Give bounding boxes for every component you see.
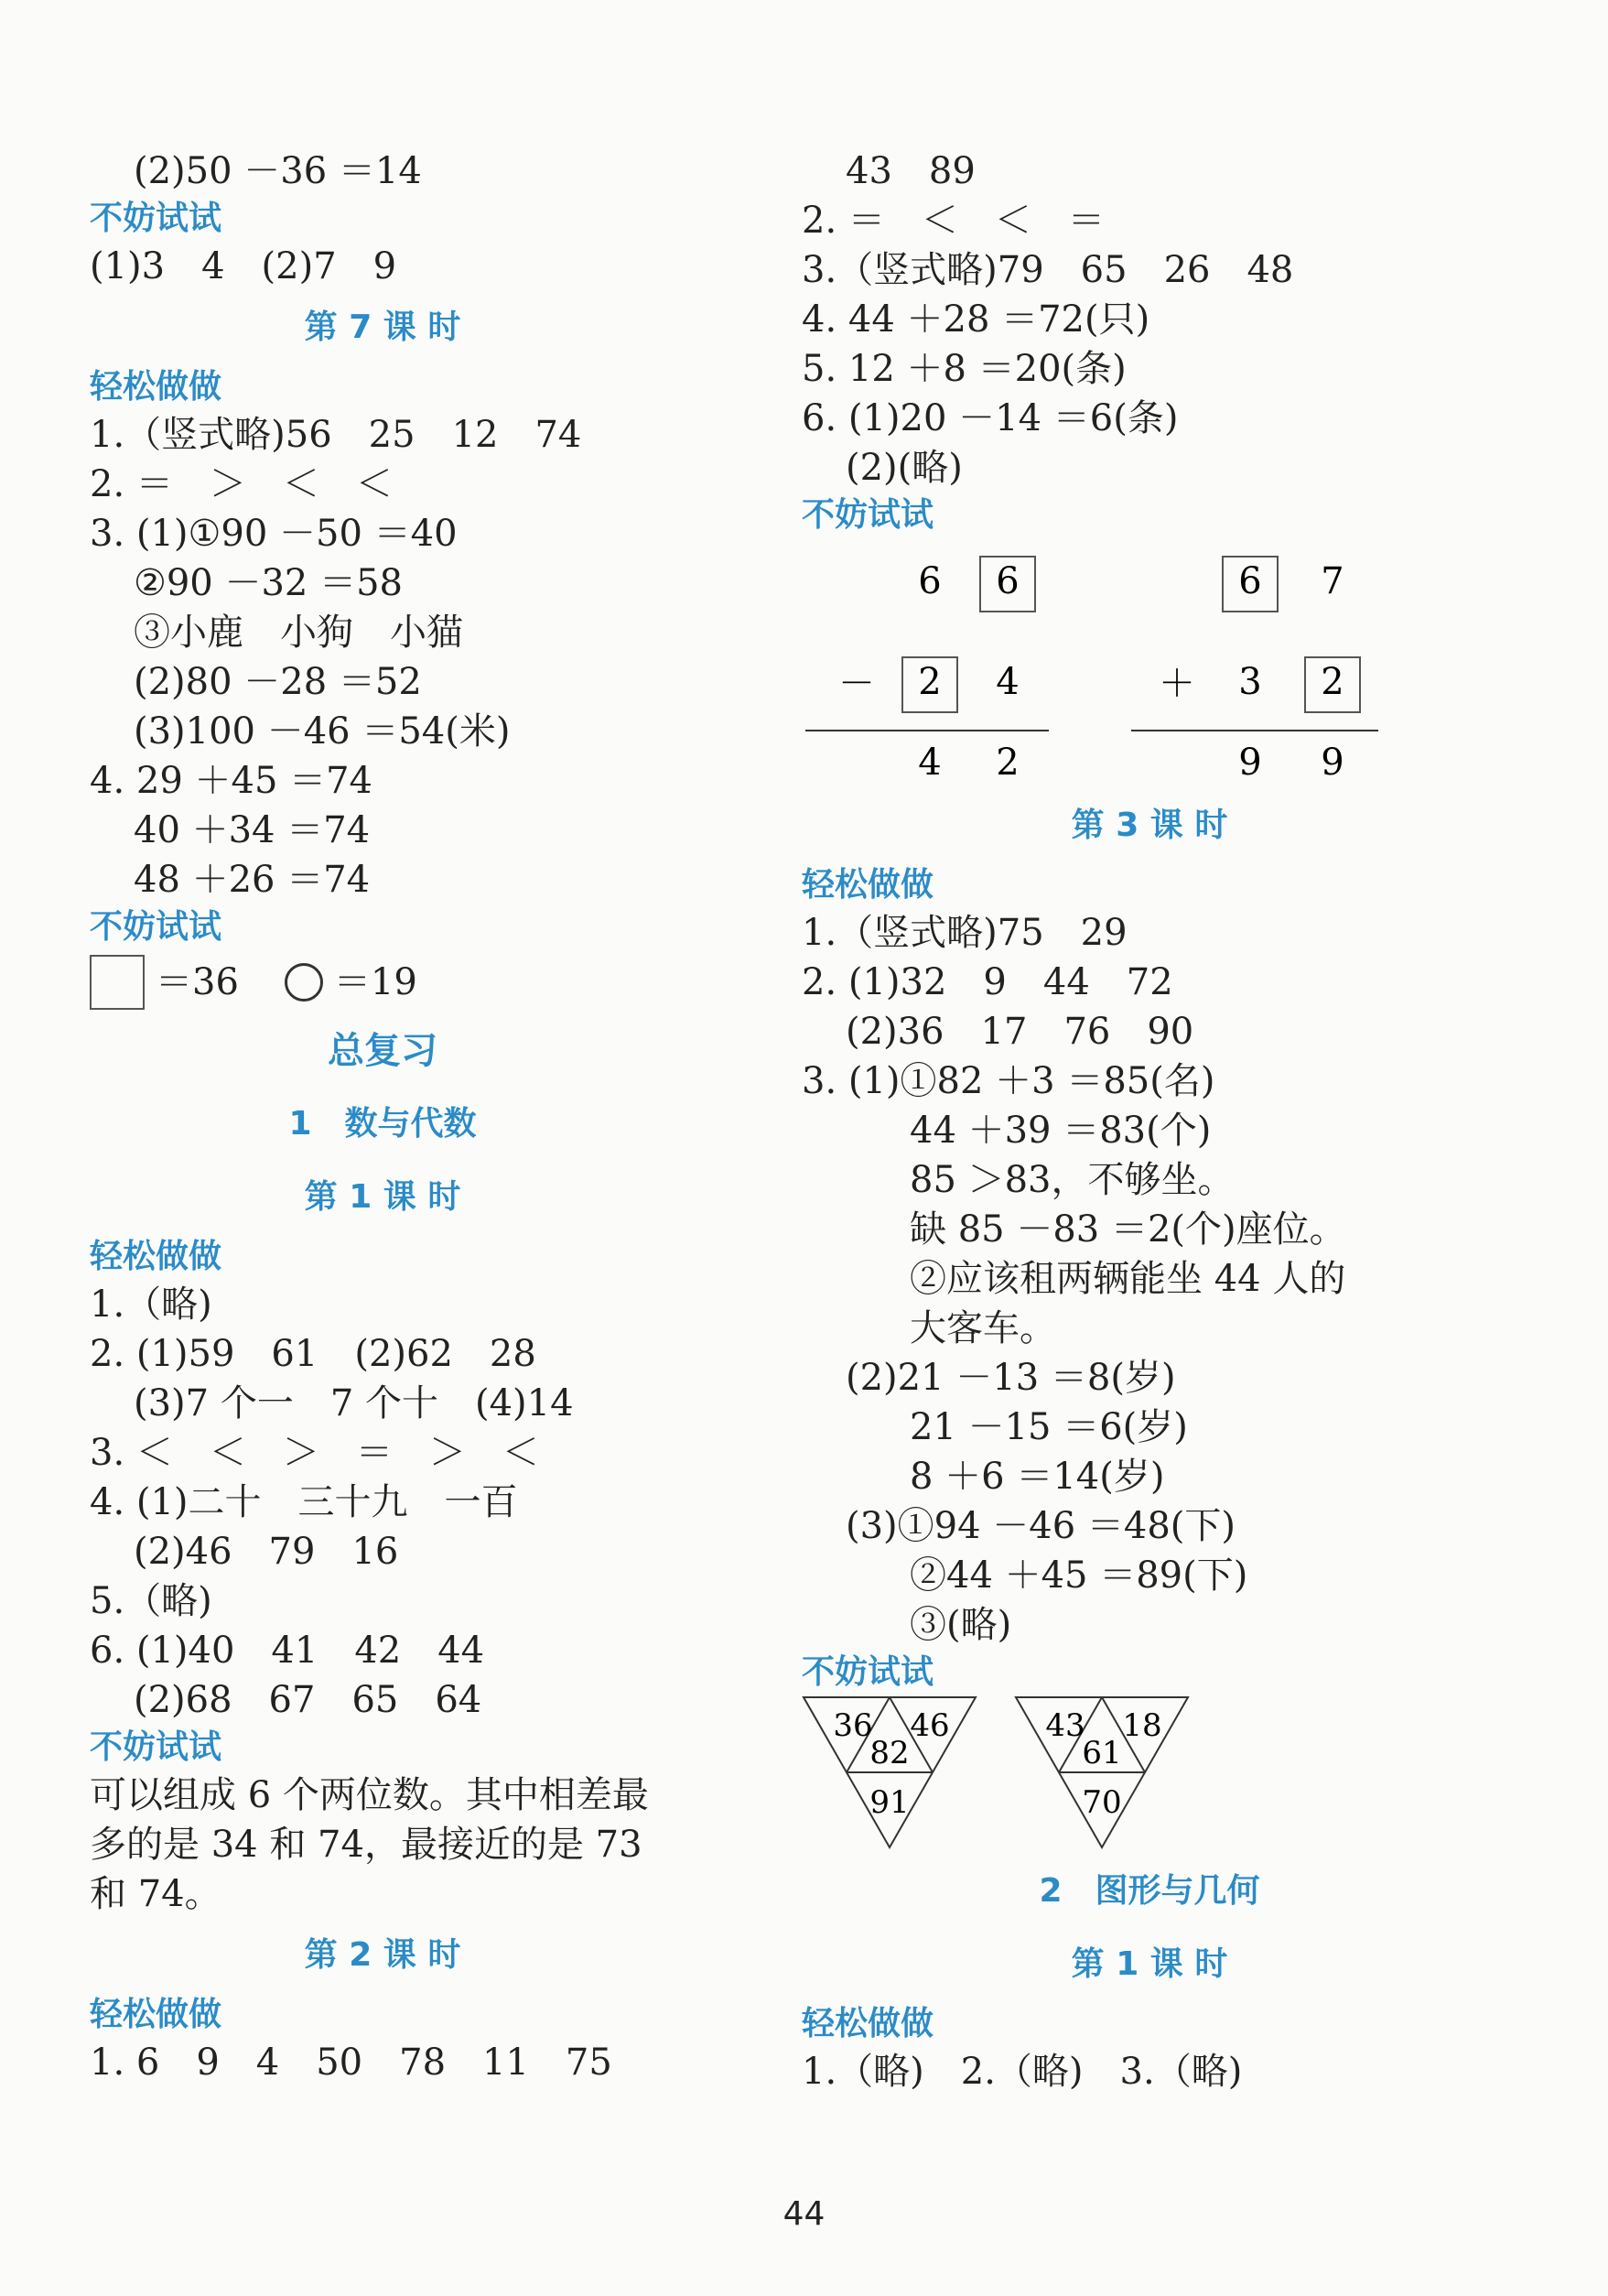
answer-line: 40 ＋34 ＝74	[134, 809, 371, 851]
triangle-puzzle-2	[1016, 1697, 1188, 1847]
left-column	[90, 146, 675, 2087]
section-label: 不妨试试	[90, 1728, 222, 1766]
answer-line: 3. ＜ ＜ ＞ ＝ ＞ ＜	[90, 1432, 539, 1474]
tri1-top-left: 36	[833, 1707, 873, 1744]
sub-res-ones: 2	[996, 742, 1020, 784]
answer-line: 85 ＞83，不够坐。	[910, 1159, 1235, 1201]
vertical-subtraction	[805, 557, 1049, 784]
answer-line: 5.（略)	[90, 1580, 212, 1622]
add-mid-tens: 3	[1238, 661, 1262, 703]
tri1-middle: 82	[869, 1735, 910, 1771]
answer-line: (3)7 个一 7 个十 (4)14	[134, 1382, 574, 1424]
page-number: 44	[782, 2195, 826, 2233]
triangle-puzzle-1	[804, 1697, 976, 1847]
section-label: 轻松做做	[802, 2005, 934, 2042]
section-label: 轻松做做	[90, 1996, 222, 2033]
answer-line: 5. 12 ＋8 ＝20(条)	[802, 348, 1127, 390]
answer-line: (3)100 －46 ＝54(米)	[134, 710, 511, 753]
answer-line: 43 89	[846, 150, 976, 192]
sub-top-ones: 6	[996, 560, 1020, 602]
tri2-top-right: 18	[1122, 1707, 1162, 1744]
answer-line: 3.（竖式略)79 65 26 48	[802, 249, 1294, 291]
add-operator: ＋	[1159, 663, 1195, 705]
vertical-calculations	[802, 538, 1497, 785]
tri1-bottom: 91	[869, 1784, 910, 1821]
section-label: 轻松做做	[90, 368, 222, 406]
right-column	[802, 146, 1497, 2096]
tri1-top-right: 46	[910, 1707, 950, 1744]
answer-line: (3)①94 －46 ＝48(下)	[846, 1505, 1236, 1547]
answer-line: 8 ＋6 ＝14(岁)	[910, 1456, 1165, 1498]
section-label: 不妨试试	[802, 1653, 934, 1691]
answer-line: 大客车。	[910, 1307, 1056, 1349]
add-res-tens: 9	[1238, 742, 1262, 784]
answer-line: 1.（略) 2.（略) 3.（略)	[802, 2051, 1243, 2093]
square-value: ＝36	[156, 961, 239, 1003]
sub-mid-ones: 4	[996, 661, 1020, 703]
answer-line: ②应该租两辆能坐 44 人的	[910, 1258, 1346, 1300]
lesson-heading: 第 1 课 时	[1071, 1945, 1228, 1983]
add-top-ones: 7	[1321, 560, 1344, 602]
answer-line: 48 ＋26 ＝74	[134, 859, 371, 901]
square-shape	[90, 955, 145, 1010]
vertical-addition	[1131, 557, 1378, 784]
answer-line: 3. (1)①82 ＋3 ＝85(名)	[802, 1060, 1215, 1102]
section-label: 不妨试试	[802, 496, 934, 534]
answer-line: (2)80 －28 ＝52	[134, 661, 422, 703]
answer-line: 1. 6 9 4 50 78 11 75	[90, 2041, 612, 2084]
answer-line: 4. 29 ＋45 ＝74	[90, 760, 373, 802]
answer-line: (2)50 －36 ＝14	[134, 150, 422, 192]
answer-line: (2)46 79 16	[134, 1531, 399, 1573]
answer-line: (2)68 67 65 64	[134, 1679, 482, 1721]
answer-line: (1)3 4 (2)7 9	[90, 245, 397, 287]
circle-shape	[285, 963, 323, 1002]
section-label: 不妨试试	[90, 908, 222, 946]
answer-line: 44 ＋39 ＝83(个)	[910, 1110, 1212, 1152]
answer-line: 2. (1)32 9 44 72	[802, 961, 1173, 1003]
answer-line: (2)36 17 76 90	[846, 1011, 1194, 1053]
lesson-heading: 第 1 课 时	[304, 1178, 461, 1216]
answer-line: 3. (1)①90 －50 ＝40	[90, 513, 458, 555]
answer-line: ③(略)	[910, 1604, 1012, 1646]
answer-paragraph: 可以组成 6 个两位数。其中相差最多的是 34 和 74，最接近的是 73 和 74。	[90, 1774, 649, 1915]
section-label: 轻松做做	[90, 1238, 222, 1275]
circle-value: ＝19	[333, 961, 417, 1003]
answer-line: 缺 85 －83 ＝2(个)座位。	[910, 1208, 1346, 1251]
sub-top-tens: 6	[918, 560, 942, 602]
answer-line: 2. ＝ ＜ ＜ ＝	[802, 200, 1105, 242]
answer-line: 21 －15 ＝6(岁)	[910, 1406, 1188, 1448]
tri2-middle: 61	[1082, 1735, 1122, 1771]
tri2-bottom: 70	[1082, 1784, 1122, 1821]
tri2-top-left: 43	[1045, 1707, 1085, 1744]
answer-line: ②90 －32 ＝58	[134, 562, 403, 604]
add-mid-ones: 2	[1321, 661, 1344, 703]
section-label: 不妨试试	[90, 200, 222, 237]
section-label: 轻松做做	[802, 866, 934, 904]
triangle-puzzles	[802, 1695, 1497, 1851]
lesson-heading: 第 7 课 时	[304, 309, 461, 346]
answer-line: ②44 ＋45 ＝89(下)	[910, 1554, 1248, 1597]
chapter-heading: 总复习	[328, 1030, 437, 1072]
answer-line: 2. (1)59 61 (2)62 28	[90, 1333, 536, 1375]
sub-res-tens: 4	[918, 742, 942, 784]
answer-line: 2. ＝ ＞ ＜ ＜	[90, 463, 393, 505]
sub-mid-tens: 2	[918, 661, 942, 703]
answer-line: (2)(略)	[846, 447, 963, 489]
answer-line: 1.（竖式略)56 25 12 74	[90, 414, 582, 456]
lesson-heading: 1 数与代数	[288, 1105, 477, 1143]
answer-line: 1.（竖式略)75 29	[802, 912, 1128, 954]
answer-line: 6. (1)40 41 42 44	[90, 1630, 485, 1672]
lesson-heading: 2 图形与几何	[1039, 1872, 1260, 1910]
answer-line: 4. (1)二十 三十九 一百	[90, 1481, 518, 1523]
answer-line: (2)21 －13 ＝8(岁)	[846, 1357, 1176, 1399]
answer-line: 6. (1)20 －14 ＝6(条)	[802, 397, 1179, 439]
answer-line: ③小鹿 小狗 小猫	[134, 612, 463, 654]
sub-operator: －	[838, 663, 875, 705]
answer-line: 1.（略)	[90, 1283, 212, 1326]
shape-answers	[90, 950, 675, 1014]
lesson-heading: 第 3 课 时	[1071, 807, 1228, 844]
add-res-ones: 9	[1321, 742, 1344, 784]
add-top-tens: 6	[1238, 560, 1262, 602]
lesson-heading: 第 2 课 时	[304, 1936, 461, 1974]
answer-line: 4. 44 ＋28 ＝72(只)	[802, 298, 1150, 341]
